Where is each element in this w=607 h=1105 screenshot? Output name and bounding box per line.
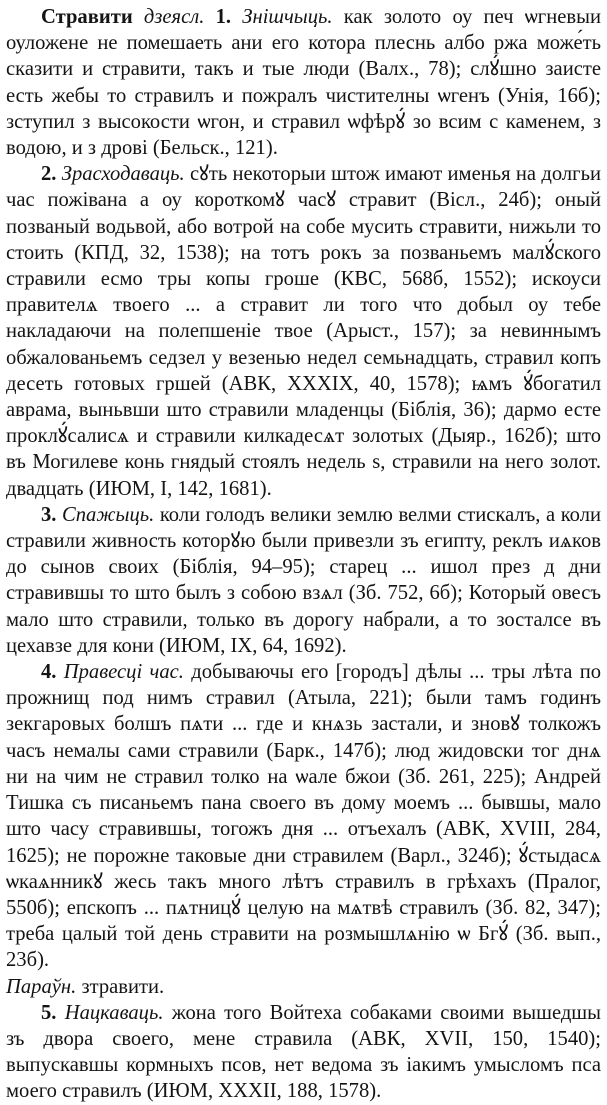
sense-5-paragraph: [6, 1000, 601, 1105]
sense-4-paragraph: [6, 659, 601, 973]
sense-number: 5.: [41, 1001, 57, 1024]
cross-reference-text: зтравити.: [81, 975, 165, 998]
sense-number: 4.: [41, 661, 57, 684]
sense-number: 3.: [41, 503, 57, 526]
sense-2-paragraph: [6, 161, 601, 502]
sense-gloss: Зрасходаваць.: [61, 163, 185, 186]
sense-3-paragraph: [6, 502, 601, 659]
sense-text: сꙋть некоторыи штож имают именья на долгьи час пожівана а оу короткомꙋ часꙋ стравит (Вісл., 24б); оный позваный водьвой, або вотрой на собе мусить стравити, нижьли то стоить (КПД, 32, 1538); на тотъ рокъ за позваньемъ малꙋ́ского стравили есмо тры копы гроше (КВС, 568б, 1552); искоуси правителѧ твоего ... а стравит ли того что добыл оу тебе накладаючи на полепшеніе твое (Арыст., 157); за невиннымъ обжалованьемъ седзел у везенью недел семьнадцать, стравил копъ десеть готовых гршей (АВК, XXXIX, 40, 1578); ѩмъ ꙋ́богатил аврама, выньвши што стравили младенцы (Біблія, 36); дармо есте проклꙋ́салисѧ и стравили килкадесѧт золотых (Дыяр., 162б); што въ Могилеве конь гнядый стоялъ недель ѕ, стравили на него золот. двадцать (ИЮМ, I, 142, 1681).: [6, 163, 601, 500]
headword: Стравити: [41, 6, 133, 28]
sense-gloss: Спажыць.: [62, 503, 155, 526]
sense-number: 1.: [215, 6, 232, 28]
cross-reference: [6, 974, 601, 1000]
sense-gloss: Правесці час.: [63, 661, 184, 684]
sense-1-paragraph: [6, 4, 601, 161]
sense-text: коли голодъ велики землю велми стискалъ, а коли стравили живность которꙋю были привезли зъ египту, реклъ иѧков до сынов своих (Біблія, 94–95); старец ... ишол през д дни стравившы то што былъ з собою взѧл (Зб. 752, 6б); Который овесъ мало што стравили, только въ дорогу набрали, а то зосталсе въ цехавзе для кони (ИЮМ, IX, 64, 1692).: [6, 503, 601, 657]
sense-text: добываючы его [городъ] дѣлы ... тры лѣта по прожнищ под нимъ стравил (Атыла, 221); были тамъ годинъ зекгаровых болшъ пѧти ... где и кнѧзь застали, и зновꙋ толкожъ часъ немалы сами стравили (Барк., 147б); люд жидовски тог днѧ ни на чим не стравил толко на ѡале бжои (Зб. 261, 225); Андрей Тишка съ писаньемъ пана своего въ дому моемъ ... бывшы, мало што часу стравившы, тогожъ дня ... отъехалъ (АВК, XVIII, 284, 1625); не порожне таковые дни стравилем (Варл., 324б); ꙋ́стыдасѧ ѡкаѧнникꙋ жесь такъ много лѣтъ стравилъ в грѣхахъ (Пралог, 550б); епскопъ ... пѧтницꙋ́ целую на мѧтвѣ стравилъ (Зб. 82, 347); треба цалый той день стравити на розмышлѧнію ѡ Бгꙋ́ (Зб. вып., 23б).: [6, 661, 602, 972]
sense-text: жона того Войтеха собаками своими вышедшы зъ двора своего, мене стравила (АВК, XVII, 150, 1540); выпускавшы кормныхъ псов, нет ведома зъ іакимъ умысломъ пса моего стравилъ (ИЮМ, XXXII, 188, 1578).: [6, 1001, 601, 1103]
cross-reference-label: Параўн.: [6, 975, 77, 998]
sense-gloss: Знішчыць.: [242, 6, 333, 28]
sense-number: 2.: [41, 163, 57, 186]
sense-text: как золото оу печ ѡгневыи оуложене не помешаеть ани его котора плеснь албо ржа може́ть сказити и стравити, такъ и тые люди (Валх., 78); слꙋ́шно заисте есть жебы то стравилъ и пожралъ чистителны ѡгенъ (Унія, 16б); зступил з высокости ѡгон, и стравил ѡфѣрꙋ́ зо всим с каменем, з водою, и з дрові (Бельск., 121).: [6, 6, 601, 160]
sense-gloss: Нацкаваць.: [64, 1001, 164, 1024]
grammar-label: дзеясл.: [143, 6, 205, 28]
